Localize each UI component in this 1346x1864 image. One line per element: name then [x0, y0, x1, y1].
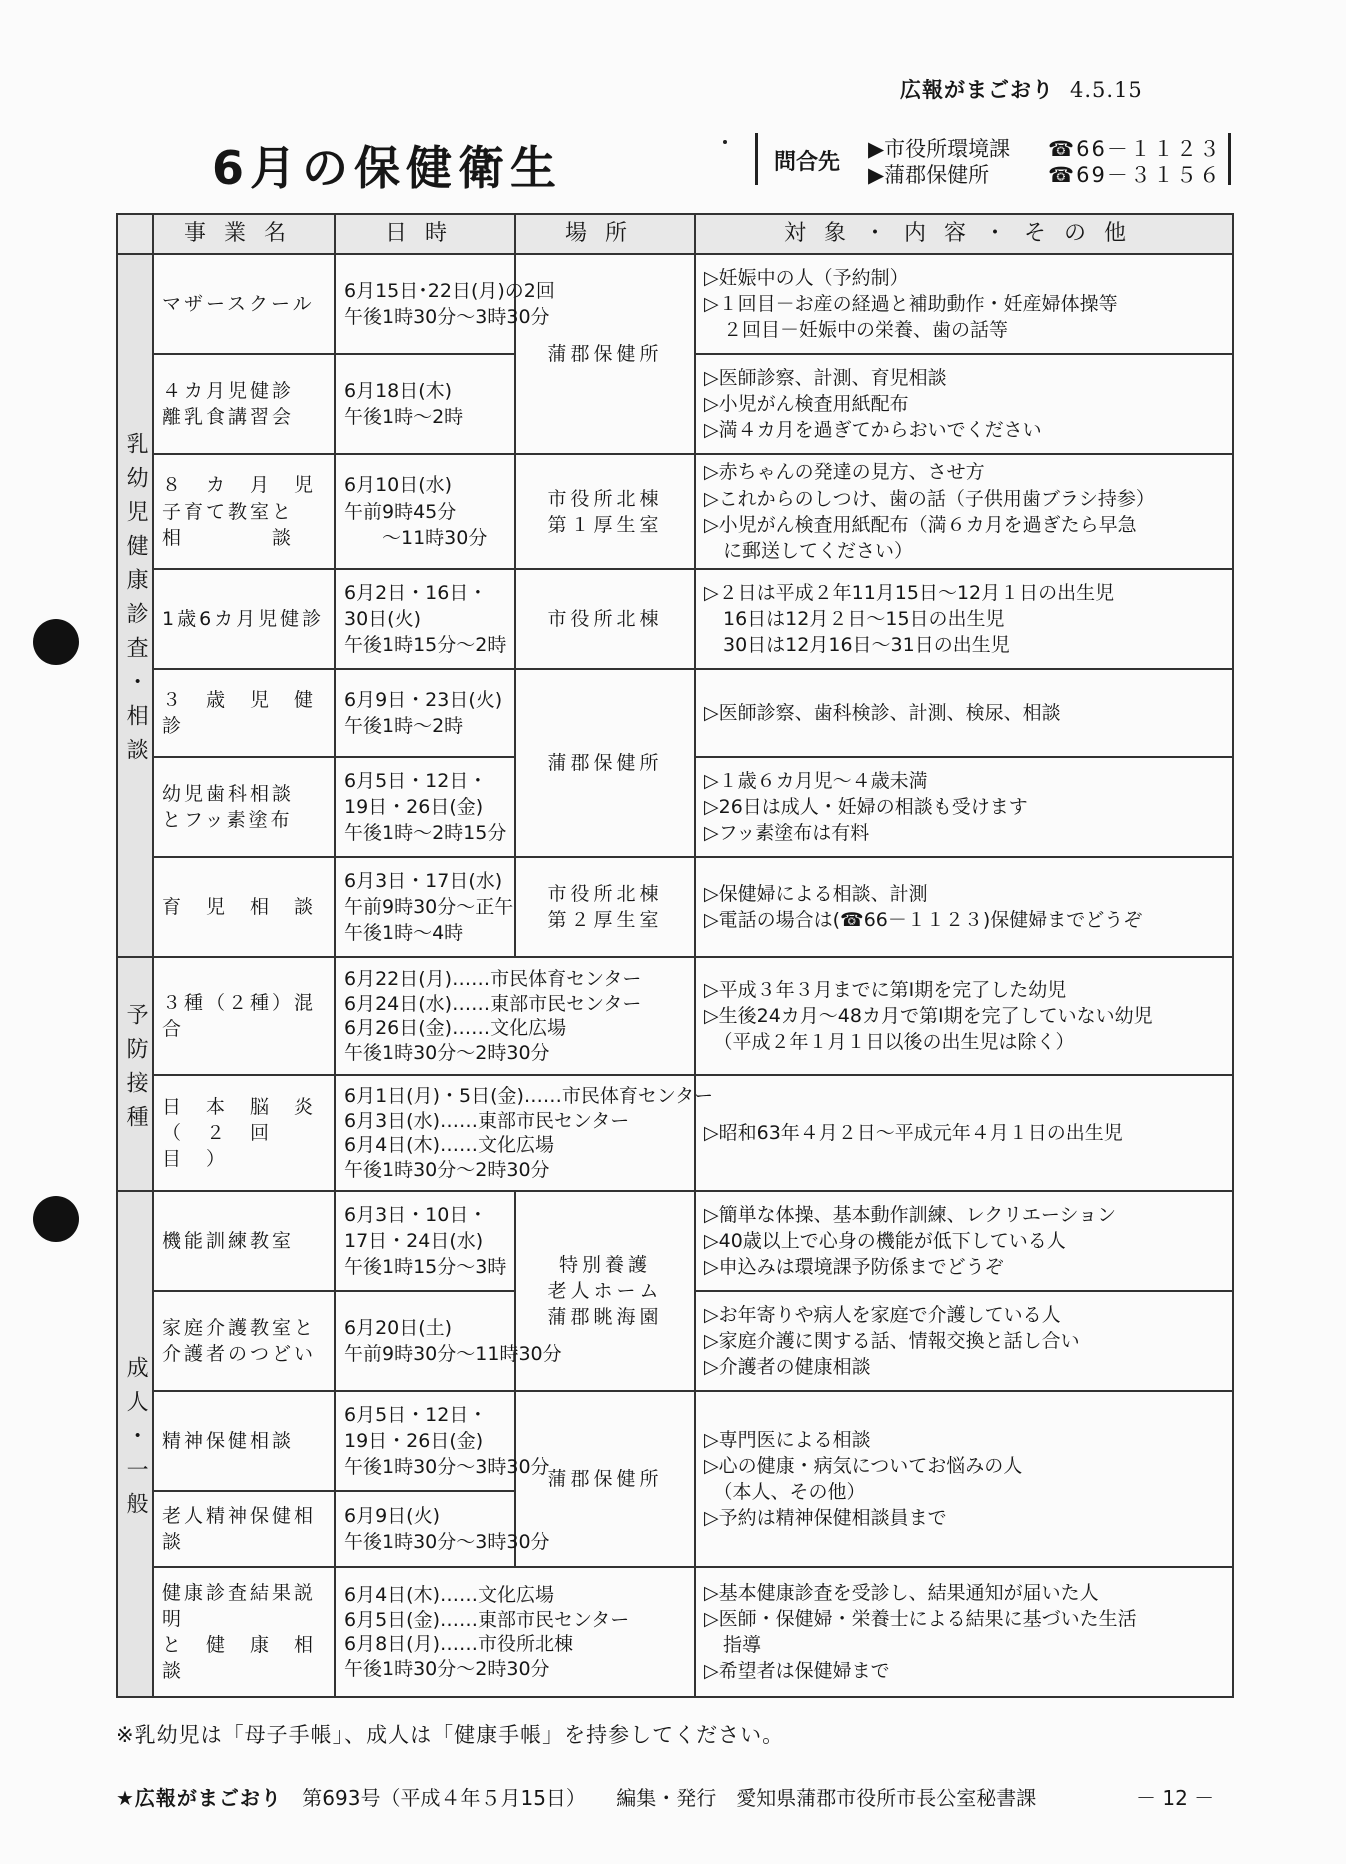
program-name-cell: [153, 1291, 335, 1391]
content-cell: [695, 354, 1233, 454]
datetime-line: 30日(火): [344, 608, 422, 631]
program-name-cell: [153, 669, 339, 757]
datetime-cell: [335, 1567, 695, 1697]
content-line: ▷基本健康診査を受診し、結果通知が届いた人: [704, 1581, 1099, 1604]
program-name-cell: [153, 569, 335, 669]
datetime-line: 午前9時45分: [344, 500, 457, 523]
header-cell: 場所: [515, 214, 695, 254]
content-cell: [695, 669, 1233, 757]
page-title: 6月の保健衛生: [212, 141, 563, 195]
datetime-cell: [335, 569, 515, 669]
table-row: [117, 1567, 1233, 1697]
program-name: 機能訓練教室: [162, 1230, 295, 1253]
datetime-cell: [335, 1075, 714, 1191]
datetime-line: 6月15日･22日(月)の2回: [344, 280, 555, 303]
program-name: マザースクール: [162, 293, 315, 316]
datetime-line: 6月4日(木)……文化広場: [344, 1583, 555, 1606]
program-name: 相 談: [162, 526, 295, 549]
content-line: ▷予約は精神保健相談員まで: [704, 1507, 947, 1530]
program-name-cell: [153, 757, 335, 857]
datetime-line: 6月10日(水): [344, 474, 453, 497]
schedule-table: [116, 213, 1234, 1698]
datetime-line: 午後1時15分～3時: [344, 1256, 507, 1279]
program-name-cell: [153, 1391, 335, 1491]
program-name: と 健 康 相 談: [162, 1634, 339, 1683]
place-line: 蒲郡眺海園: [547, 1306, 663, 1329]
content-line: ▷心の健康・病気についてお悩みの人: [704, 1455, 1023, 1478]
datetime-line: 午後1時～4時: [344, 922, 464, 945]
content-line: ▷これからのしつけ、歯の話（子供用歯ブラシ持参）: [704, 487, 1155, 510]
table-row: [117, 454, 1233, 569]
content-line: ▷26日は成人・妊婦の相談も受けます: [704, 796, 1028, 819]
place-line: 特別養護: [558, 1253, 651, 1276]
datetime-line: 6月1日(月)・5日(金)……市民体育センター: [344, 1084, 714, 1107]
datetime-line: 午後1時～2時15分: [344, 822, 507, 845]
content-line: ▷お年寄りや病人を家庭で介護している人: [704, 1303, 1061, 1326]
datetime-line: 6月4日(木)……文化広場: [344, 1134, 555, 1157]
program-name: 家庭介護教室と: [162, 1317, 317, 1340]
datetime-line: 6月2日・16日・: [344, 581, 488, 604]
running-header: [900, 74, 1143, 104]
binder-hole-bottom: [33, 1196, 79, 1242]
datetime-line: 6月8日(月)……市役所北棟: [344, 1633, 574, 1656]
datetime-line: 6月3日(水)……東部市民センター: [344, 1109, 630, 1132]
content-cell: [695, 857, 1233, 957]
datetime-line: 6月20日(土): [344, 1317, 453, 1340]
datetime-cell: [335, 1291, 562, 1391]
content-line: ▷介護者の健康相談: [704, 1356, 871, 1379]
table-row: [117, 1191, 1233, 1291]
datetime-line: 午後1時30分～3時30分: [344, 1531, 550, 1554]
datetime-cell: [335, 354, 515, 454]
place-line: 市役所北棟: [547, 608, 663, 631]
datetime-line: 午後1時15分～2時: [344, 634, 507, 657]
table-row: [117, 957, 1233, 1075]
content-line: ▷小児がん検査用紙配布（満６カ月を過ぎたら早急: [704, 513, 1137, 536]
datetime-line: 6月5日(金)……東部市民センター: [344, 1608, 630, 1631]
place-cell: [515, 669, 695, 857]
program-name-cell: [153, 957, 335, 1075]
datetime-cell: [335, 1491, 550, 1567]
content-line: ▷妊娠中の人（予約制）: [704, 267, 909, 290]
datetime-cell: [335, 454, 515, 569]
table-row: [117, 1075, 1233, 1191]
datetime-line: ～11時30分: [344, 526, 488, 549]
table-row: [117, 569, 1233, 669]
datetime-line: 6月5日・12日・: [344, 1403, 488, 1426]
datetime-line: 17日・24日(水): [344, 1230, 484, 1253]
page-footer: [116, 1782, 1215, 1811]
content-line: ▷フッ素塗布は有料: [704, 822, 870, 845]
datetime-line: 午後1時～2時: [344, 715, 464, 738]
contact-phone: ☎69－３１５６: [1048, 163, 1222, 187]
program-name: 幼児歯科相談: [162, 783, 295, 806]
content-line: ▷専門医による相談: [704, 1428, 871, 1451]
content-line: ▷電話の場合は(☎66－１１２３)保健婦までどうぞ: [704, 909, 1143, 932]
datetime-line: 6月3日・10日・: [344, 1203, 488, 1226]
program-name: 育 児 相 談: [162, 896, 317, 919]
place-line: 老人ホーム: [547, 1280, 663, 1303]
table-row: [117, 254, 1233, 354]
header-cell: 事業名: [153, 214, 335, 254]
datetime-line: 6月5日・12日・: [344, 769, 488, 792]
content-line: ▷保健婦による相談、計測: [704, 883, 928, 906]
datetime-line: 午後1時30分～2時30分: [344, 1041, 550, 1064]
program-name: 健康診査結果説明: [162, 1581, 317, 1631]
datetime-cell: [335, 1391, 550, 1491]
program-name-cell: [153, 254, 335, 354]
content-line: 16日は12月２日～15日の出生児: [704, 608, 1005, 631]
content-line: ▷生後24カ月～48カ月で第Ⅰ期を完了していない幼児: [704, 1005, 1153, 1028]
place-line: 市役所北棟: [547, 487, 663, 510]
content-line: ▷医師診察、計測、育児相談: [704, 367, 947, 390]
contact-office: ▶市役所環境課: [868, 137, 1011, 161]
program-name: 離乳食講習会: [162, 406, 295, 429]
content-line: ２回目－妊娠中の栄養、歯の話等: [704, 319, 1009, 342]
page-number: － 12 －: [1136, 1786, 1215, 1810]
content-line: （本人、その他）: [704, 1481, 866, 1504]
datetime-line: 午後1時30分～2時30分: [344, 1657, 550, 1680]
content-cell: [695, 1291, 1233, 1391]
place-cell: [515, 857, 695, 957]
datetime-cell: [335, 857, 515, 957]
program-name-cell: [153, 1191, 335, 1291]
content-line: ▷簡単な体操、基本動作訓練、レクリエーション: [704, 1203, 1117, 1226]
content-line: ▷満４カ月を過ぎてからおいでください: [704, 419, 1042, 442]
datetime-cell: [335, 957, 695, 1075]
datetime-line: 6月9日・23日(火): [344, 689, 503, 712]
category-cell: [117, 957, 153, 1191]
header-cell: 対象・内容・その他: [695, 214, 1233, 254]
program-name: ３種（２種）混合: [162, 992, 317, 1041]
place-cell: [515, 569, 695, 669]
category-cell: [117, 254, 153, 957]
place-line: 第１厚生室: [547, 513, 663, 536]
content-line: 30日は12月16日～31日の出生児: [704, 634, 1010, 657]
header-date: 4.5.15: [1070, 78, 1143, 102]
program-name: ８ カ 月 児: [162, 474, 317, 497]
program-name: ４カ月児健診: [162, 380, 295, 403]
content-line: ▷小児がん検査用紙配布: [704, 393, 909, 416]
datetime-line: 6月24日(水)……東部市民センター: [344, 992, 642, 1015]
footer-publication: ★広報がまごおり: [116, 1786, 282, 1810]
category-label: 乳幼児健康診査・相談: [123, 432, 149, 773]
table-row: [117, 857, 1233, 957]
place-cell: [515, 454, 695, 569]
datetime-line: 6月9日(火): [344, 1505, 441, 1528]
bullet-dot: [723, 140, 727, 144]
datetime-line: 6月18日(木): [344, 380, 453, 403]
content-cell: [695, 1075, 1233, 1191]
place-line: 市役所北棟: [547, 883, 663, 906]
datetime-line: 午前9時30分～正午: [344, 896, 514, 919]
content-line: ▷希望者は保健婦まで: [704, 1660, 890, 1683]
datetime-line: 19日・26日(金): [344, 796, 484, 819]
program-name: 精神保健相談: [162, 1430, 295, 1453]
program-name-cell: [153, 454, 335, 569]
datetime-cell: [335, 254, 555, 354]
content-line: ▷２日は平成２年11月15日～12月１日の出生児: [704, 581, 1115, 604]
place-line: 蒲郡保健所: [547, 343, 663, 366]
content-line: ▷１回目－お産の経過と補助動作・妊産婦体操等: [704, 293, 1118, 316]
program-name: 介護者のつどい: [162, 1343, 317, 1366]
table-row: [117, 669, 1233, 757]
content-cell: [695, 757, 1233, 857]
datetime-cell: [335, 1191, 515, 1291]
binder-hole-top: [33, 619, 79, 665]
datetime-line: 午後1時30分～2時30分: [344, 1158, 550, 1181]
contact-phone: ☎66－１１２３: [1048, 137, 1222, 161]
content-line: に郵送してください）: [704, 540, 914, 563]
datetime-line: 6月3日・17日(水): [344, 869, 503, 892]
contact-line: [868, 159, 1222, 189]
category-label: 予防接種: [123, 1002, 149, 1139]
place-line: 蒲郡保健所: [547, 1468, 663, 1491]
content-line: ▷申込みは環境課予防係までどうぞ: [704, 1256, 1004, 1279]
program-name: 1歳6カ月児健診: [162, 608, 325, 631]
content-cell: [695, 1391, 1233, 1567]
table-header-row: [117, 214, 1233, 254]
content-line: ▷医師診察、歯科検診、計測、検尿、相談: [704, 702, 1061, 725]
datetime-line: 午後1時30分～3時30分: [344, 1456, 550, 1479]
contact-box: [755, 133, 1231, 185]
content-cell: [695, 254, 1233, 354]
content-line: 指導: [704, 1634, 762, 1657]
datetime-cell: [335, 669, 515, 757]
program-name: 老人精神保健相談: [162, 1505, 317, 1554]
content-line: ▷医師・保健婦・栄養士による結果に基づいた生活: [704, 1608, 1137, 1631]
header-blank: [117, 214, 153, 254]
program-name: とフッ素塗布: [162, 809, 293, 832]
category-cell: [117, 1191, 153, 1697]
program-name-cell: [153, 354, 335, 454]
program-name-cell: [153, 1491, 335, 1567]
program-name: 日 本 脳 炎: [162, 1095, 317, 1118]
datetime-line: 6月22日(月)……市民体育センター: [344, 967, 642, 990]
content-cell: [695, 569, 1233, 669]
program-name-cell: [153, 857, 335, 957]
content-cell: [695, 1567, 1233, 1697]
datetime-line: 19日・26日(金): [344, 1430, 484, 1453]
footer-issue: 第693号（平成４年５月15日）: [302, 1786, 586, 1810]
header-cell: 日時: [335, 214, 515, 254]
place-line: 第２厚生室: [547, 909, 663, 932]
datetime-line: 午前9時30分～11時30分: [344, 1343, 562, 1366]
footer-editor: 編集・発行 愛知県蒲郡市役所市長公室秘書課: [616, 1786, 1037, 1810]
footnote: ※乳幼児は「母子手帳」、成人は「健康手帳」を持参してください。: [116, 1723, 785, 1747]
contact-office: ▶蒲郡保健所: [868, 163, 990, 187]
place-line: 蒲郡保健所: [547, 752, 663, 775]
program-name-cell: [153, 1567, 339, 1697]
content-line: （平成２年１月１日以後の出生児は除く）: [704, 1031, 1075, 1054]
category-label: 成人・一般: [123, 1355, 149, 1526]
program-name: ３ 歳 児 健 診: [162, 689, 339, 738]
datetime-cell: [335, 757, 515, 857]
content-line: ▷赤ちゃんの発達の見方、させ方: [704, 461, 985, 484]
table-row: [117, 1391, 1233, 1491]
content-cell: [695, 1191, 1233, 1291]
datetime-line: 6月26日(金)……文化広場: [344, 1017, 567, 1040]
datetime-line: 午後1時30分～3時30分: [344, 306, 550, 329]
content-line: ▷40歳以上で心身の機能が低下している人: [704, 1230, 1066, 1253]
program-name-cell: [153, 1075, 335, 1191]
header-publication: 広報がまごおり: [900, 78, 1054, 102]
content-line: ▷平成３年３月までに第Ⅰ期を完了した幼児: [704, 978, 1067, 1001]
content-line: ▷昭和63年４月２日～平成元年４月１日の出生児: [704, 1122, 1123, 1145]
content-cell: [695, 454, 1233, 569]
content-line: ▷家庭介護に関する話、情報交換と話し合い: [704, 1330, 1080, 1353]
contact-label: 問合先: [774, 150, 841, 175]
program-name: （ ２ 回 目 ）: [162, 1122, 295, 1171]
program-name: 子育て教室と: [162, 500, 295, 523]
content-cell: [695, 957, 1233, 1075]
content-line: ▷１歳６カ月児～４歳未満: [704, 769, 928, 792]
datetime-line: 午後1時～2時: [344, 406, 464, 429]
